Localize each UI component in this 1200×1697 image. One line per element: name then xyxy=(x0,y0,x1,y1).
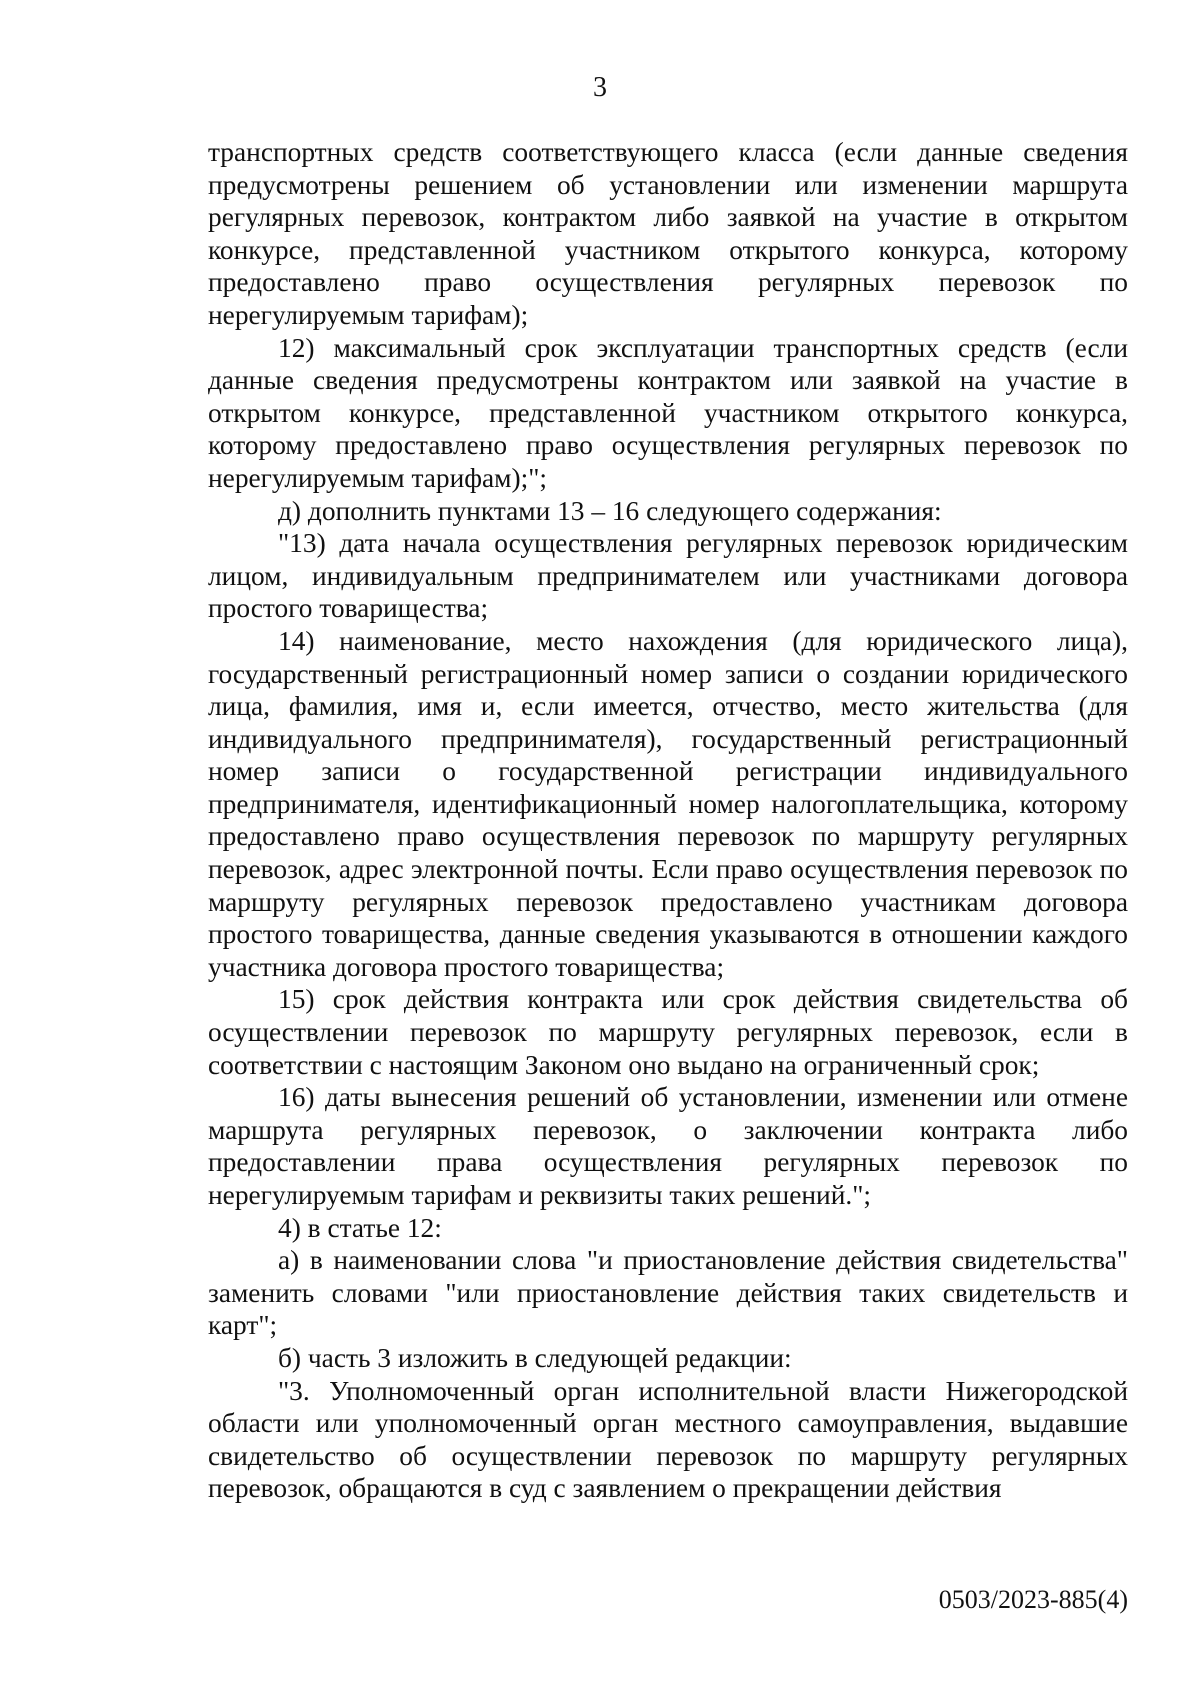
paragraph: 15) срок действия контракта или срок действия свидетельства об осуществлении перевозок по маршруту регулярных перевозок, если в соответствии с настоящим Законом оно выдано на ограниченный срок; xyxy=(208,984,1128,1080)
paragraph: д) дополнить пунктами 13 – 16 следующего содержания: xyxy=(278,495,942,526)
page-number: 3 xyxy=(593,72,607,103)
paragraph: б) часть 3 изложить в следующей редакции: xyxy=(278,1342,792,1373)
paragraph: 16) даты вынесения решений об установлении, изменении или отмене маршрута регулярных перевозок, о заключении контракта либо предоставлении права осуществления регулярных перевозок по нерегулируемым тарифам и реквизиты таких решений."; xyxy=(208,1082,1128,1210)
document-code: 0503/2023-885(4) xyxy=(938,1585,1128,1614)
paragraph: 4) в статье 12: xyxy=(278,1212,442,1243)
paragraph: "13) дата начала осуществления регулярных перевозок юридическим лицом, индивидуальным предпринимателем или участниками договора простого товарищества; xyxy=(208,528,1128,624)
paragraph: "3. Уполномоченный орган исполнительной власти Нижегородской области или уполномоченный орган местного самоуправления, выдавшие свидетельство об осуществлении перевозок по маршруту регулярных перевозок, обращаются в суд с заявлением о прекращении действия xyxy=(208,1375,1128,1504)
paragraph: 12) максимальный срок эксплуатации транспортных средств (если данные сведения предусмотрены контрактом или заявкой на участие в открытом конкурсе, представленной участником открытого конкурса, которому предоставлено право осуществления регулярных перевозок по нерегулируемым тарифам);"; xyxy=(208,332,1128,493)
paragraph: а) в наименовании слова "и приостановление действия свидетельства" заменить словами "или приостановление действия таких свидетельств и карт"; xyxy=(208,1245,1128,1341)
paragraph: 14) наименование, место нахождения (для юридического лица), государственный регистрационный номер записи о создании юридического лица, фамилия, имя и, если имеется, отчество, место жительства (для индивидуального предпринимателя), государственный регистрационный номер записи о государственной регистрации индивидуального предпринимателя, идентификационный номер налогоплательщика, которому предоставлено право осуществления перевозок по маршруту регулярных перевозок, адрес электронной почты. Если право осуществления перевозок по маршруту регулярных перевозок предоставлено участникам договора простого товарищества, данные сведения указываются в отношении каждого участника договора простого товарищества; xyxy=(208,625,1128,982)
paragraph: транспортных средств соответствующего класса (если данные сведения предусмотрены решением об установлении или изменении маршрута регулярных перевозок, контрактом либо заявкой на участие в открытом конкурсе, представленной участником открытого конкурса, которому предоставлено право осуществления регулярных перевозок по нерегулируемым тарифам); xyxy=(208,137,1128,330)
document-body xyxy=(208,136,1128,1505)
